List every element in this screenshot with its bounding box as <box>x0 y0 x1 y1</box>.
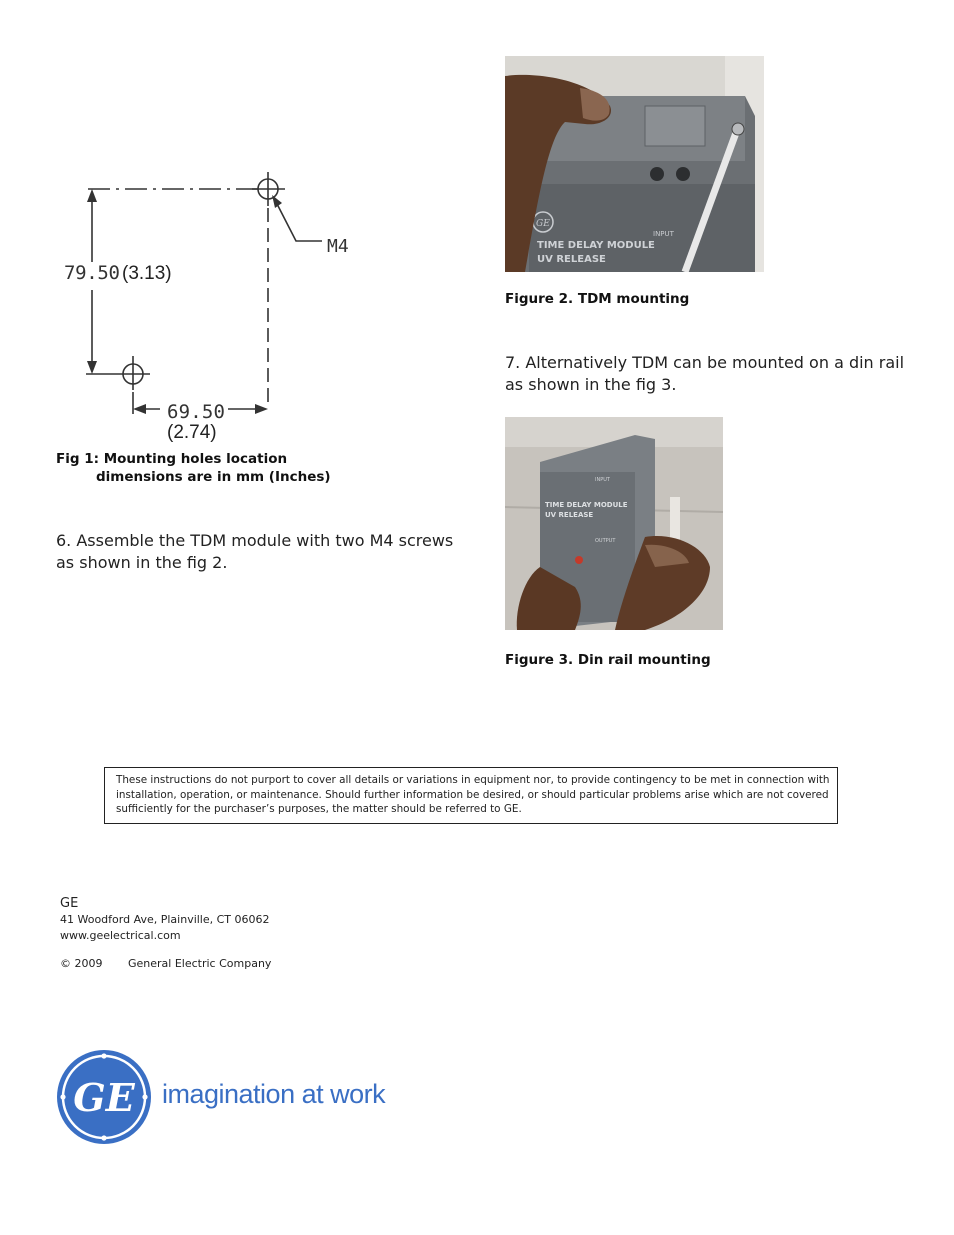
step-6-text <box>56 530 476 574</box>
step-7-line1: 7. Alternatively TDM can be mounted on a din rail <box>505 353 905 372</box>
fig1-caption-line2: dimensions are in mm (Inches) <box>96 469 331 485</box>
fig2-module-title1: TIME DELAY MODULE <box>537 240 655 251</box>
disclaimer-box: These instructions do not purport to cover all details or variations in equipment nor, to provide contingency to be met in connection with installation, operation, or maintenance. Should further information be desired, or should particular problems arise which are not covered sufficiently for the purchaser’s purposes, the matter should be referred to GE. <box>104 767 838 824</box>
footer-copyright <box>60 956 380 972</box>
fig1-caption-line1: Fig 1: Mounting holes location <box>56 451 288 467</box>
dim-horizontal-mm: 69.50 <box>167 401 225 423</box>
footer-address: 41 Woodford Ave, Plainville, CT 06062 <box>60 913 270 926</box>
footer-website[interactable]: www.geelectrical.com <box>60 928 181 942</box>
copyright-holder: General Electric Company <box>128 957 272 970</box>
step-6-line1: 6. Assemble the TDM module with two M4 screws <box>56 531 454 550</box>
fig2-module-port: INPUT <box>653 230 674 238</box>
step-6-line2: as shown in the fig 2. <box>56 553 228 572</box>
fig3-module-port: INPUT <box>595 477 610 483</box>
dim-horizontal-in: (2.74) <box>167 422 217 443</box>
copyright-year: © 2009 <box>60 957 103 970</box>
dim-vertical-mm: 79.50 <box>64 262 120 284</box>
brand-tagline: imagination at work <box>162 1079 386 1109</box>
step-7-text <box>505 352 925 396</box>
fig2-module-title2: UV RELEASE <box>537 254 606 265</box>
fig3-caption: Figure 3. Din rail mounting <box>505 652 711 668</box>
dim-vertical-in: (3.13) <box>122 263 172 284</box>
din-rail-mounting-photo <box>505 417 723 630</box>
footer-company: GE <box>60 896 79 911</box>
fig3-module-title1: TIME DELAY MODULE <box>545 501 628 509</box>
fig2-module-brand: GE <box>536 219 550 229</box>
fig3-module-title2: UV RELEASE <box>545 511 594 519</box>
fig3-module-output: OUTPUT <box>595 538 616 544</box>
screw-label: M4 <box>327 236 349 257</box>
ge-logo-text: GE <box>73 1075 135 1120</box>
ge-logo-icon <box>56 1049 152 1145</box>
footer-contact <box>60 895 380 972</box>
tdm-mounting-photo <box>505 56 764 272</box>
mounting-holes-diagram <box>56 160 366 450</box>
step-7-line2: as shown in the fig 3. <box>505 375 677 394</box>
fig2-caption: Figure 2. TDM mounting <box>505 291 690 307</box>
fig1-caption <box>56 450 376 486</box>
